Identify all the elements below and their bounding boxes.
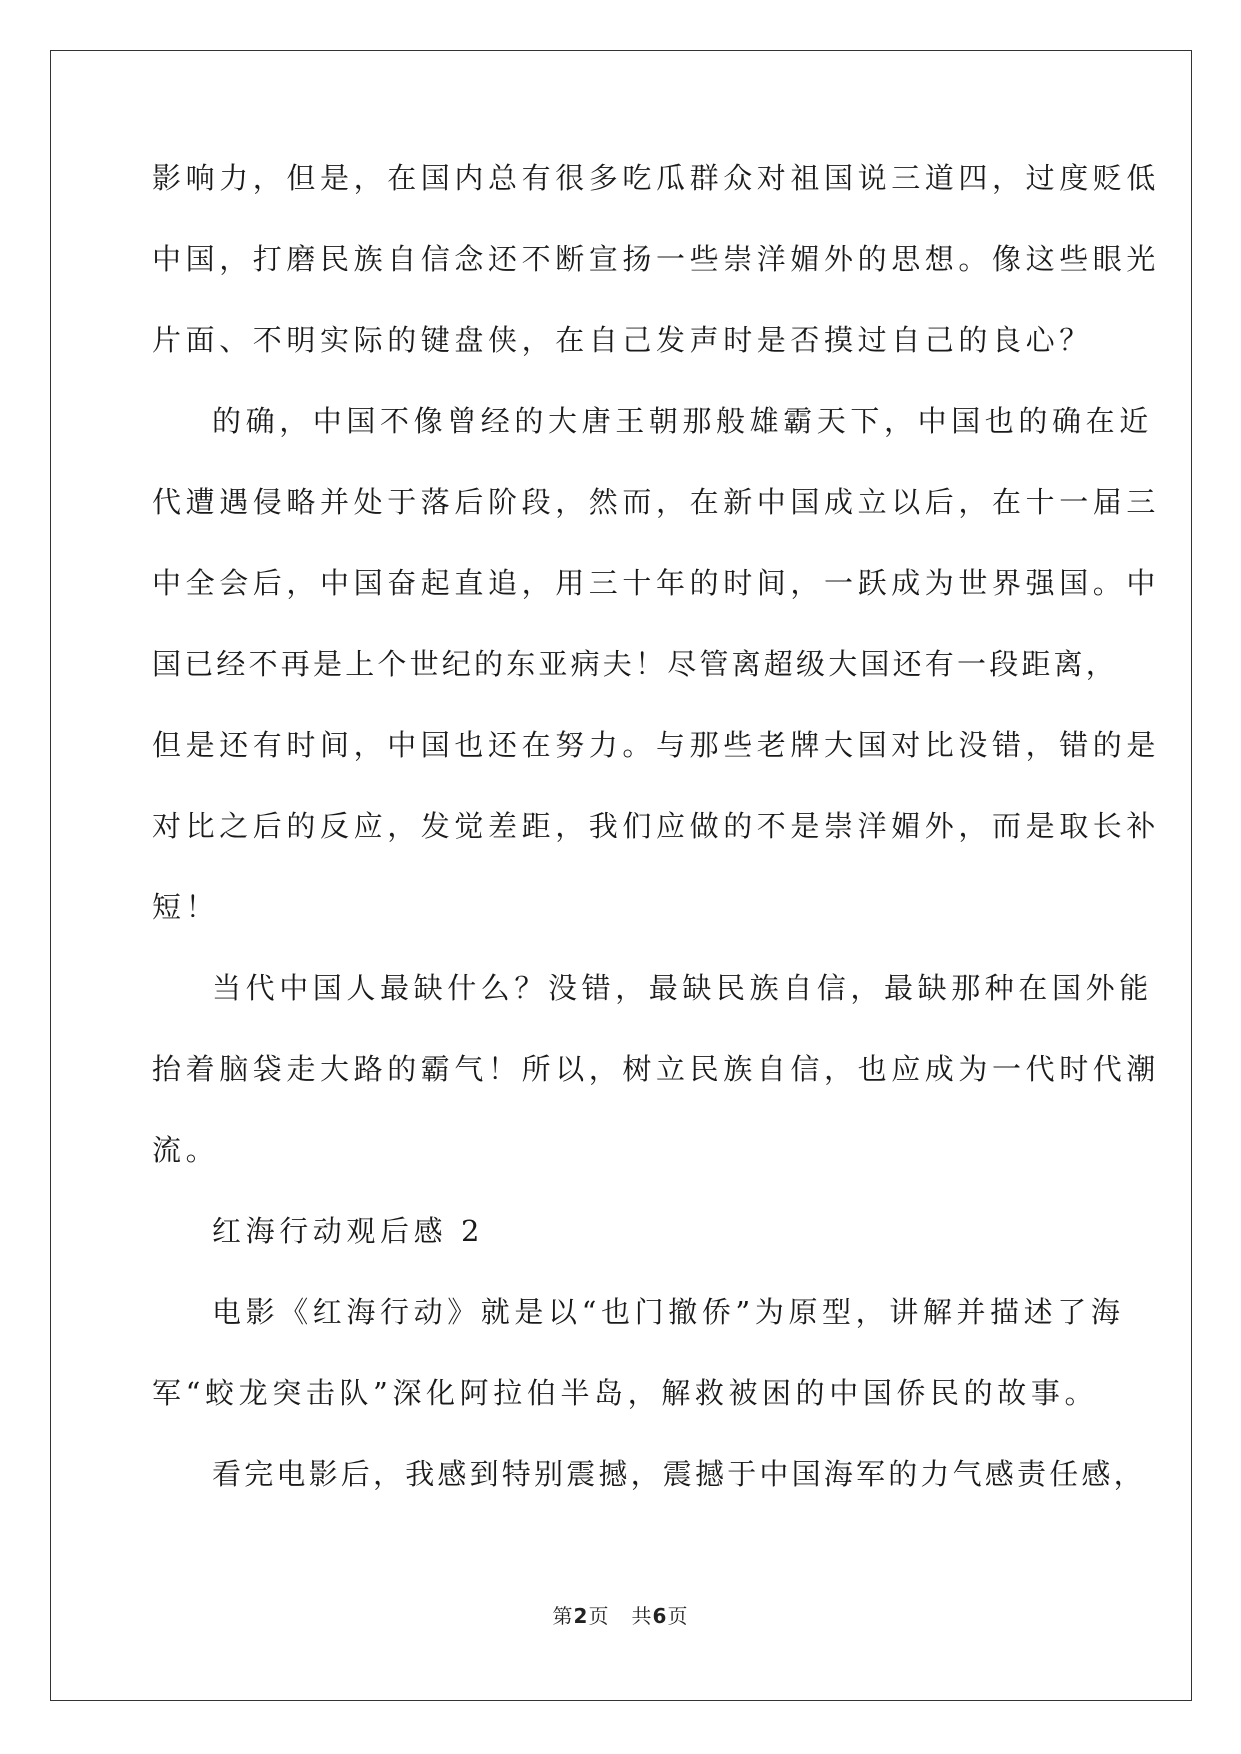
paragraph-line: 但是还有时间，中国也还在努力。与那些老牌大国对比没错，错的是: [152, 728, 1161, 762]
paragraph-line: 电影《红海行动》就是以“也门撤侨”为原型，讲解并描述了海: [212, 1295, 1125, 1329]
page-prefix: 第: [552, 1604, 574, 1628]
paragraph-line: 中国，打磨民族自信念还不断宣扬一些崇洋媚外的思想。像这些眼光: [152, 242, 1161, 276]
total-unit: 页: [667, 1604, 689, 1628]
paragraph-line: 片面、不明实际的键盘侠，在自己发声时是否摸过自己的良心？: [152, 323, 1093, 357]
paragraph-line: 对比之后的反应，发觉差距，我们应做的不是崇洋媚外，而是取长补: [152, 809, 1161, 843]
page-current: 2: [573, 1604, 589, 1628]
total-prefix: 共: [631, 1604, 653, 1628]
paragraph-line: 短！: [152, 890, 220, 924]
paragraph-line: 国已经不再是上个世纪的东亚病夫！尽管离超级大国还有一段距离，: [152, 647, 1119, 681]
document-body: [152, 160, 1161, 1537]
paragraph-line: 看完电影后，我感到特别震撼，震撼于中国海军的力气感责任感，: [212, 1457, 1146, 1491]
paragraph-line: 抬着脑袋走大路的霸气！所以，树立民族自信，也应成为一代时代潮: [152, 1052, 1161, 1086]
page-footer: [0, 1600, 1241, 1629]
paragraph-line: 当代中国人最缺什么？没错，最缺民族自信，最缺那种在国外能: [212, 971, 1153, 1005]
paragraph-line: 流。: [152, 1133, 220, 1167]
paragraph-line: 影响力，但是，在国内总有很多吃瓜群众对祖国说三道四，过度贬低: [152, 161, 1161, 195]
paragraph-line: 代遭遇侵略并处于落后阶段，然而，在新中国成立以后，在十一届三: [152, 485, 1161, 519]
page-unit: 页: [588, 1604, 610, 1628]
section-heading: 红海行动观后感 2: [212, 1214, 485, 1248]
paragraph-line: 中全会后，中国奋起直追，用三十年的时间，一跃成为世界强国。中: [152, 566, 1161, 600]
page-total: 6: [652, 1604, 668, 1628]
paragraph-line: 的确，中国不像曾经的大唐王朝那般雄霸天下，中国也的确在近: [212, 404, 1153, 438]
paragraph-line: 军“蛟龙突击队”深化阿拉伯半岛，解救被困的中国侨民的故事。: [152, 1376, 1099, 1410]
